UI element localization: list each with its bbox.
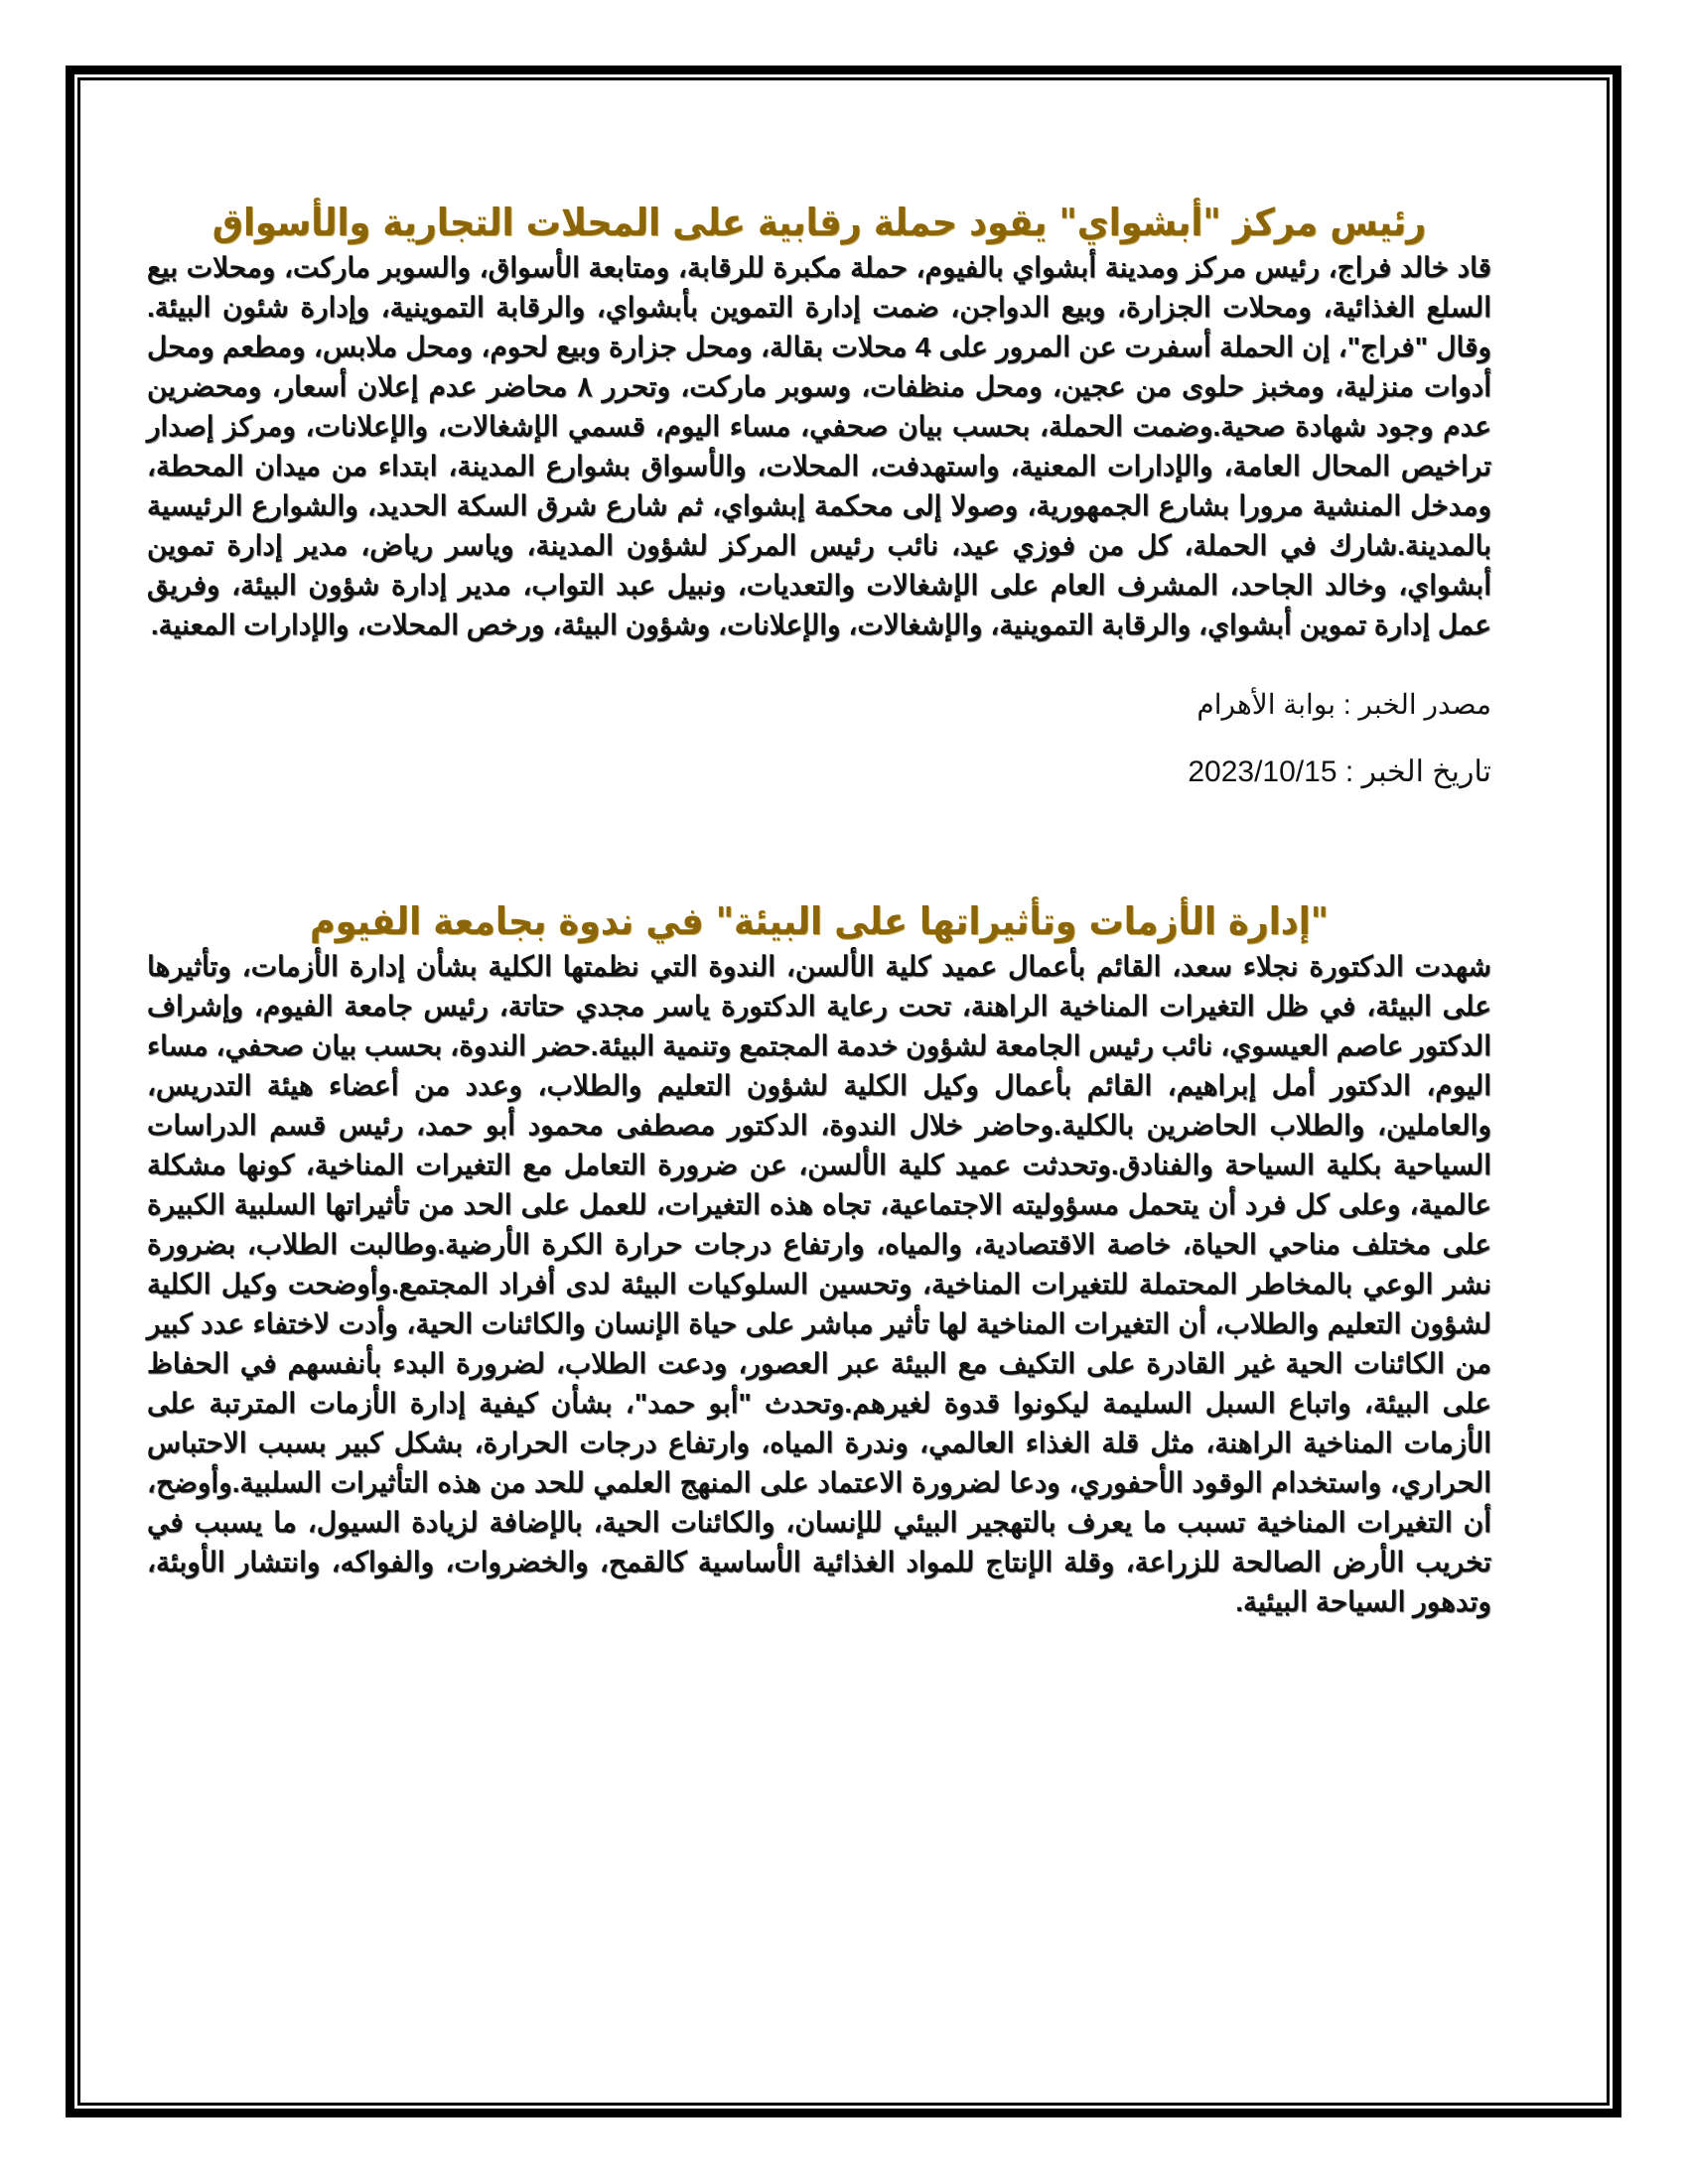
article-body: قاد خالد فراج، رئيس مركز ومدينة أبشواي بالفيوم، حملة مكبرة للرقابة، ومتابعة الأسواق، والسوبر ماركت، ومحلات بيع السلع الغذائية، ومحلات الجزارة، وبيع الدواجن، ضمت إدارة التموين بأبشواي، والرقابة التموينية، وإدارة شئون البيئة. وقال "فراج"، إن الحملة أسفرت عن المرور على 4 محلات بقالة، ومحل جزارة وبيع لحوم، ومحل ملابس، ومطعم ومحل أدوات منزلية، ومخبز حلوى من عجين، ومحل منظفات، وسوبر ماركت، وتحرر ٨ محاضر عدم إعلان أسعار، ومحضرين عدم وجود شهادة صحية.وضمت الحملة، بحسب بيان صحفي، مساء اليوم، قسمي الإشغالات، والإعلانات، ومركز إصدار تراخيص المحال العامة، والإدارات المعنية، واستهدفت، المحلات، والأسواق بشوارع المدينة، ابتداء من ميدان المحطة، ومدخل المنشية مرورا بشارع الجمهورية، وصولا إلى محكمة إبشواي، ثم شارع شرق السكة الحديد، والشوارع الرئيسية بالمدينة.شارك في الحملة، كل من فوزي عيد، نائب رئيس المركز لشؤون المدينة، وياسر رياض، مدير إدارة تموين أبشواي، وخالد الجاحد، المشرف العام على الإشغالات والتعديات، ونبيل عبد التواب، مدير إدارة شؤون البيئة، وفريق عمل إدارة تموين أبشواي، والرقابة التموينية، والإشغالات، والإعلانات، وشؤون البيئة، ورخص المحلات، والإدارات المعنية. bbox=[147, 252, 1492, 640]
article-title: "إدارة الأزمات وتأثيراتها على البيئة" في ندوة بجامعة الفيوم bbox=[310, 899, 1329, 943]
news-source: مصدر الخبر : بوابة الأهرام bbox=[1196, 689, 1491, 720]
article-body: شهدت الدكتورة نجلاء سعد، القائم بأعمال عميد كلية الألسن، الندوة التي نظمتها الكلية بشأن إدارة الأزمات، وتأثيرها على البيئة، في ظل التغيرات المناخية الراهنة، تحت رعاية الدكتورة ياسر مجدي حتاتة، رئيس جامعة الفيوم، وإشراف الدكتور عاصم العيسوي، نائب رئيس الجامعة لشؤون خدمة المجتمع وتنمية البيئة.حضر الندوة، بحسب بيان صحفي، مساء اليوم، الدكتور أمل إبراهيم، القائم بأعمال وكيل الكلية لشؤون التعليم والطلاب، وعدد من أعضاء هيئة التدريس، والعاملين، والطلاب الحاضرين بالكلية.وحاضر خلال الندوة، الدكتور مصطفى محمود أبو حمد، رئيس قسم الدراسات السياحية بكلية السياحة والفنادق.وتحدثت عميد كلية الألسن، عن ضرورة التعامل مع التغيرات المناخية، كونها مشكلة عالمية، وعلى كل فرد أن يتحمل مسؤوليته الاجتماعية، تجاه هذه التغيرات، للعمل على الحد من تأثيراتها السلبية الكبيرة على مختلف مناحي الحياة، خاصة الاقتصادية، والمياه، وارتفاع درجات حرارة الكرة الأرضية.وطالبت الطلاب، بضرورة نشر الوعي بالمخاطر المحتملة للتغيرات المناخية، وتحسين السلوكيات البيئة لدى أفراد المجتمع.وأوضحت وكيل الكلية لشؤون التعليم والطلاب، أن التغيرات المناخية لها تأثير مباشر على حياة الإنسان والكائنات الحية، وأدت لاختفاء عدد كبير من الكائنات الحية غير القادرة على التكيف مع البيئة عبر العصور، ودعت الطلاب، لضرورة البدء بأنفسهم في الحفاظ على البيئة، واتباع السبل السليمة ليكونوا قدوة لغيرهم.وتحدث "أبو حمد"، بشأن كيفية إدارة الأزمات المترتبة على الأزمات المناخية الراهنة، مثل قلة الغذاء العالمي، وندرة المياه، وارتفاع درجات الحرارة، بشكل كبير بسبب الاحتباس الحراري، واستخدام الوقود الأحفوري، ودعا لضرورة الاعتماد على المنهج العلمي للحد من هذه التأثيرات السلبية.وأوضح، أن التغيرات المناخية تسبب ما يعرف بالتهجير البيئي للإنسان، والكائنات الحية، بالإضافة لزيادة السيول، ما يسبب في تخريب الأرض الصالحة للزراعة، وقلة الإنتاج للمواد الغذائية الأساسية كالقمح، والخضروات، والفواكه، وانتشار الأوبئة، وتدهور السياحة البيئية. bbox=[147, 951, 1491, 1617]
article-campaign bbox=[147, 197, 1491, 792]
article-title: رئيس مركز "أبشواي" يقود حملة رقابية على المحلات التجارية والأسواق bbox=[211, 201, 1427, 244]
document-content bbox=[147, 197, 1491, 1622]
article-seminar bbox=[147, 895, 1491, 1622]
news-date: تاريخ الخبر : 2023/10/15 bbox=[1188, 755, 1491, 788]
